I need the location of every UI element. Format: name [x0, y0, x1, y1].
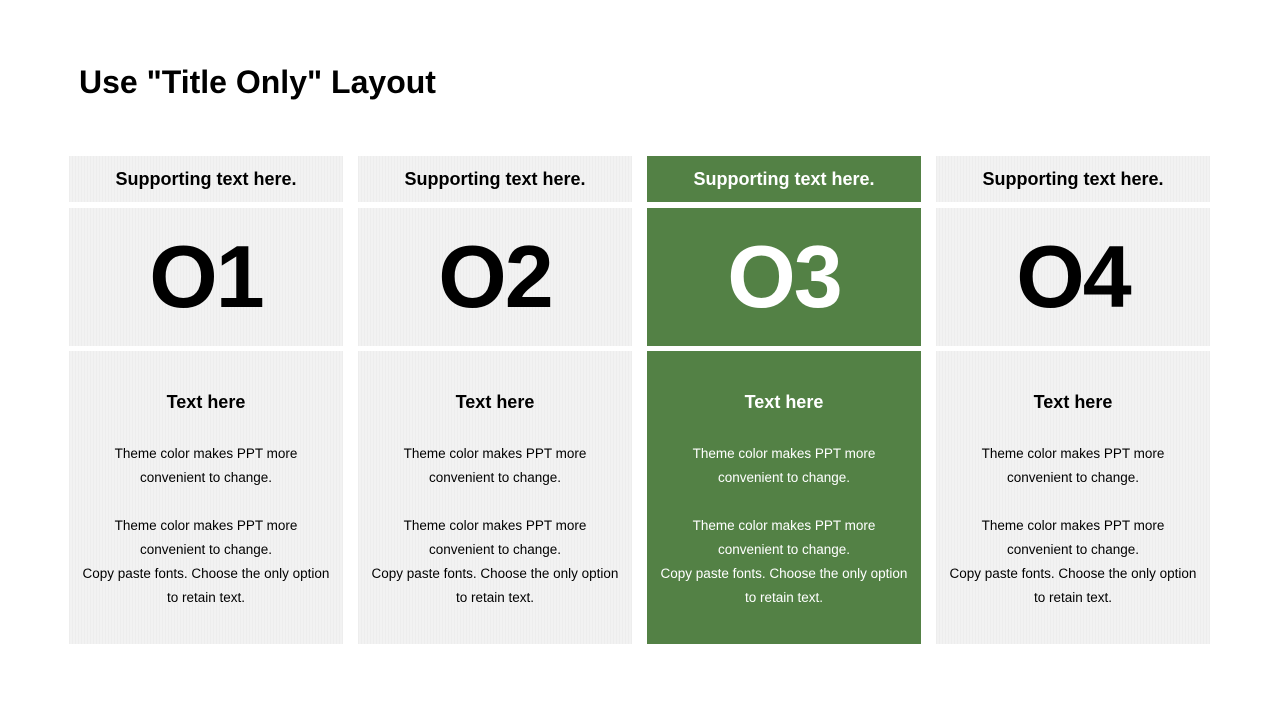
column-body	[358, 351, 632, 644]
column-1	[69, 156, 343, 644]
body-paragraph-1: Theme color makes PPT more convenient to change.	[981, 446, 1165, 485]
body-title: Text here	[166, 392, 246, 412]
column-number: O1	[69, 208, 343, 346]
column-number: O4	[936, 208, 1210, 346]
column-header: Supporting text here.	[69, 156, 343, 202]
column-2	[358, 156, 632, 644]
column-number: O2	[358, 208, 632, 346]
body-title: Text here	[1033, 392, 1113, 412]
column-header: Supporting text here.	[647, 156, 921, 202]
column-header: Supporting text here.	[358, 156, 632, 202]
column-3-highlighted	[647, 156, 921, 644]
body-paragraph-1: Theme color makes PPT more convenient to change.	[692, 446, 876, 485]
column-number: O3	[647, 208, 921, 346]
body-title: Text here	[455, 392, 535, 412]
body-paragraph-2: Theme color makes PPT more convenient to change. Copy paste fonts. Choose the only option to retain text.	[660, 518, 908, 605]
column-body	[647, 351, 921, 644]
body-title: Text here	[744, 392, 824, 412]
slide-title: Use "Title Only" Layout	[79, 64, 436, 100]
body-paragraph-2: Theme color makes PPT more convenient to change. Copy paste fonts. Choose the only option to retain text.	[371, 518, 619, 605]
body-paragraph-2: Theme color makes PPT more convenient to change. Copy paste fonts. Choose the only option to retain text.	[82, 518, 330, 605]
body-paragraph-1: Theme color makes PPT more convenient to change.	[403, 446, 587, 485]
column-body	[69, 351, 343, 644]
column-grid	[69, 156, 1210, 644]
column-header: Supporting text here.	[936, 156, 1210, 202]
body-paragraph-1: Theme color makes PPT more convenient to change.	[114, 446, 298, 485]
body-paragraph-2: Theme color makes PPT more convenient to change. Copy paste fonts. Choose the only option to retain text.	[949, 518, 1197, 605]
column-body	[936, 351, 1210, 644]
column-4	[936, 156, 1210, 644]
